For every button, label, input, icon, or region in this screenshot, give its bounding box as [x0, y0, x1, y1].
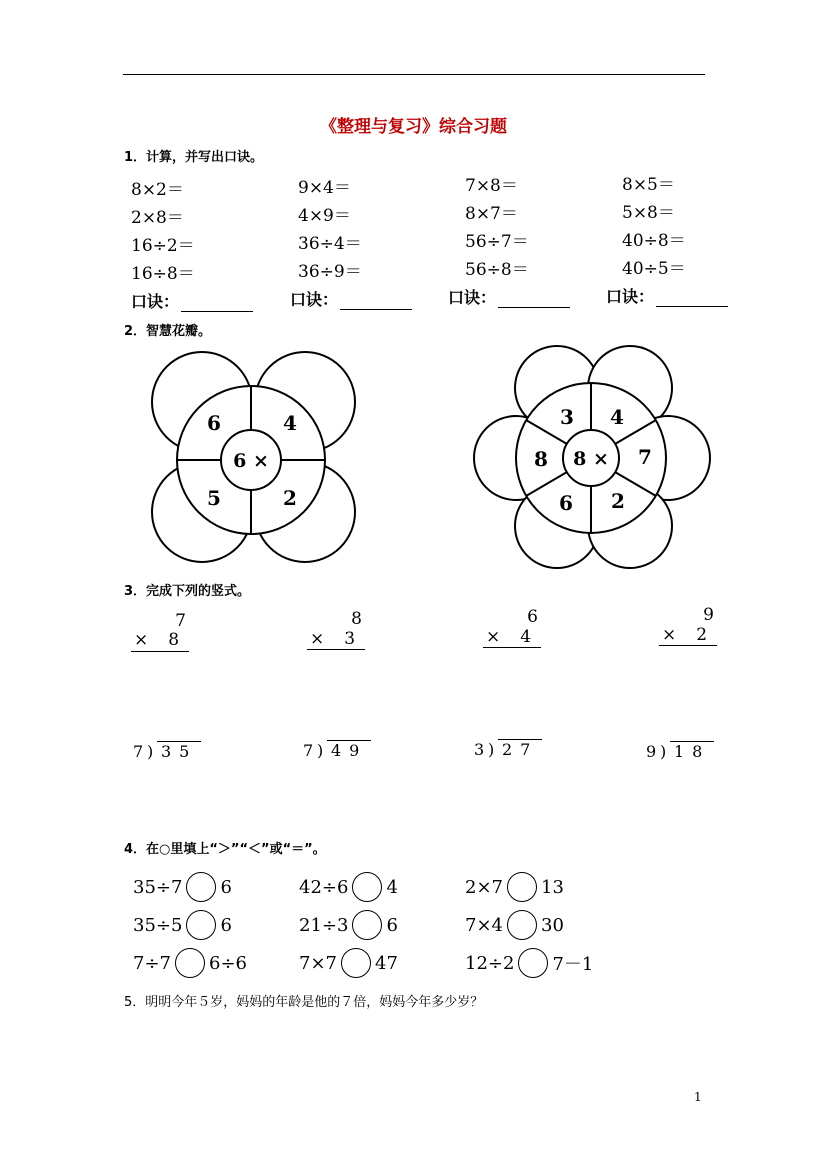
flower-1-center-label: 6 ×	[233, 450, 269, 472]
mult-bottom-number: 2	[696, 625, 708, 645]
q1-equation: 8×5＝	[622, 175, 675, 195]
mult-bottom-number: 4	[520, 627, 532, 647]
flower-2-petal-number: 4	[610, 405, 624, 429]
mult-bottom-number: 8	[168, 630, 180, 650]
q1-equation: 9×4＝	[298, 178, 351, 198]
answer-line	[659, 645, 717, 646]
q1-equation: 16÷8＝	[131, 264, 195, 284]
comparison-right: 6	[220, 876, 232, 898]
divisor: 7	[303, 741, 314, 760]
question-4-heading: 4．在○里填上“＞”“＜”或“＝”。	[124, 842, 326, 857]
answer-circle[interactable]	[175, 948, 205, 978]
flower-1-petal-number: 5	[207, 486, 221, 510]
comparison-left: 42÷6	[299, 876, 349, 898]
header-rule	[123, 74, 705, 75]
dividend: 35	[157, 741, 201, 761]
comparison-item	[465, 948, 593, 978]
dividend: 18	[670, 741, 714, 761]
comparison-item	[133, 872, 232, 902]
comparison-item	[299, 910, 398, 940]
comparison-right: 47	[375, 952, 398, 974]
comparison-item	[133, 910, 232, 940]
comparison-item	[299, 948, 398, 978]
comparison-left: 35÷5	[133, 914, 183, 936]
comparison-left: 35÷7	[133, 876, 183, 898]
flower-1-petal-number: 4	[283, 411, 297, 435]
koujue-label: 口诀：	[290, 290, 339, 309]
comparison-left: 7×4	[465, 914, 503, 936]
times-sign: ×	[134, 630, 149, 650]
divisor: 9	[646, 742, 657, 761]
flower-2-center-label: 8 ×	[573, 448, 609, 470]
comparison-right: 7－1	[552, 954, 594, 975]
flower-2-petal-number: 6	[559, 491, 573, 515]
comparison-left: 2×7	[465, 876, 503, 898]
dividend: 27	[498, 739, 542, 759]
times-sign: ×	[310, 629, 325, 649]
koujue-blank[interactable]	[131, 289, 253, 312]
flower-2-petal-number: 7	[638, 445, 652, 469]
q1-equation: 2×8＝	[131, 208, 184, 228]
comparison-right: 30	[541, 914, 564, 936]
q1-equation: 4×9＝	[298, 206, 351, 226]
wisdom-flower-1	[140, 350, 370, 565]
comparison-right: 6	[220, 914, 232, 936]
times-sign: ×	[662, 625, 677, 645]
flower-1-petal-number: 6	[207, 411, 221, 435]
koujue-label: 口诀：	[448, 288, 497, 307]
times-sign: ×	[486, 627, 501, 647]
q1-equation: 7×8＝	[465, 176, 518, 196]
answer-circle[interactable]	[352, 910, 382, 940]
comparison-right: 6	[386, 914, 398, 936]
page-title: 《整理与复习》综合习题	[320, 117, 507, 137]
mult-top-number: 9	[703, 605, 714, 625]
question-2-heading: 2．智慧花瓣。	[124, 324, 212, 339]
answer-circle[interactable]	[186, 910, 216, 940]
comparison-right: 6÷6	[209, 952, 247, 974]
flower-2-petal-number: 8	[534, 447, 548, 471]
q1-equation: 56÷8＝	[465, 260, 529, 280]
q1-equation: 40÷8＝	[622, 231, 686, 251]
mult-top-number: 8	[351, 609, 362, 629]
koujue-blank[interactable]	[290, 287, 412, 310]
flower-1-petal-number: 2	[283, 486, 297, 510]
question-1-heading: 1．计算，并写出口诀。	[124, 150, 264, 165]
comparison-item	[133, 948, 247, 978]
long-division: 7 ) 49	[303, 740, 371, 760]
comparison-left: 7÷7	[133, 952, 171, 974]
q1-equation: 40÷5＝	[622, 259, 686, 279]
answer-line	[307, 649, 365, 650]
q1-equation: 5×8＝	[622, 203, 675, 223]
answer-circle[interactable]	[352, 872, 382, 902]
long-division: 7 ) 35	[133, 741, 201, 761]
answer-circle[interactable]	[341, 948, 371, 978]
answer-line	[131, 651, 189, 652]
koujue-blank[interactable]	[448, 285, 570, 308]
answer-circle[interactable]	[507, 872, 537, 902]
q1-equation: 36÷4＝	[298, 234, 362, 254]
long-division: 9 ) 18	[646, 741, 714, 761]
q1-equation: 56÷7＝	[465, 232, 529, 252]
flower-2-petal-number: 2	[611, 489, 625, 513]
mult-top-number: 7	[175, 611, 186, 631]
answer-circle[interactable]	[518, 948, 548, 978]
answer-line	[483, 647, 541, 648]
answer-circle[interactable]	[507, 910, 537, 940]
question-3-heading: 3．完成下列的竖式。	[124, 584, 251, 599]
mult-top-number: 6	[527, 607, 538, 627]
q1-equation: 8×2＝	[131, 180, 184, 200]
mult-bottom-number: 3	[344, 629, 356, 649]
comparison-item	[299, 872, 398, 902]
dividend: 49	[327, 740, 371, 760]
comparison-left: 7×7	[299, 952, 337, 974]
comparison-item	[465, 910, 564, 940]
page-number: 1	[694, 1090, 702, 1104]
divisor: 7	[133, 742, 144, 761]
answer-circle[interactable]	[186, 872, 216, 902]
q1-equation: 8×7＝	[465, 204, 518, 224]
koujue-label: 口诀：	[131, 292, 180, 311]
q1-equation: 36÷9＝	[298, 262, 362, 282]
q1-equation: 16÷2＝	[131, 236, 195, 256]
question-5-heading: 5．明明今年５岁，妈妈的年龄是他的７倍，妈妈今年多少岁？	[124, 995, 484, 1010]
comparison-left: 21÷3	[299, 914, 349, 936]
koujue-blank[interactable]	[606, 284, 728, 307]
divisor: 3	[474, 740, 485, 759]
flower-2-petal-number: 3	[560, 405, 574, 429]
comparison-right: 4	[386, 876, 398, 898]
koujue-label: 口诀：	[606, 287, 655, 306]
wisdom-flower-2	[468, 345, 718, 570]
comparison-right: 13	[541, 876, 564, 898]
long-division: 3 ) 27	[474, 739, 542, 759]
comparison-item	[465, 872, 564, 902]
comparison-left: 12÷2	[465, 952, 515, 974]
